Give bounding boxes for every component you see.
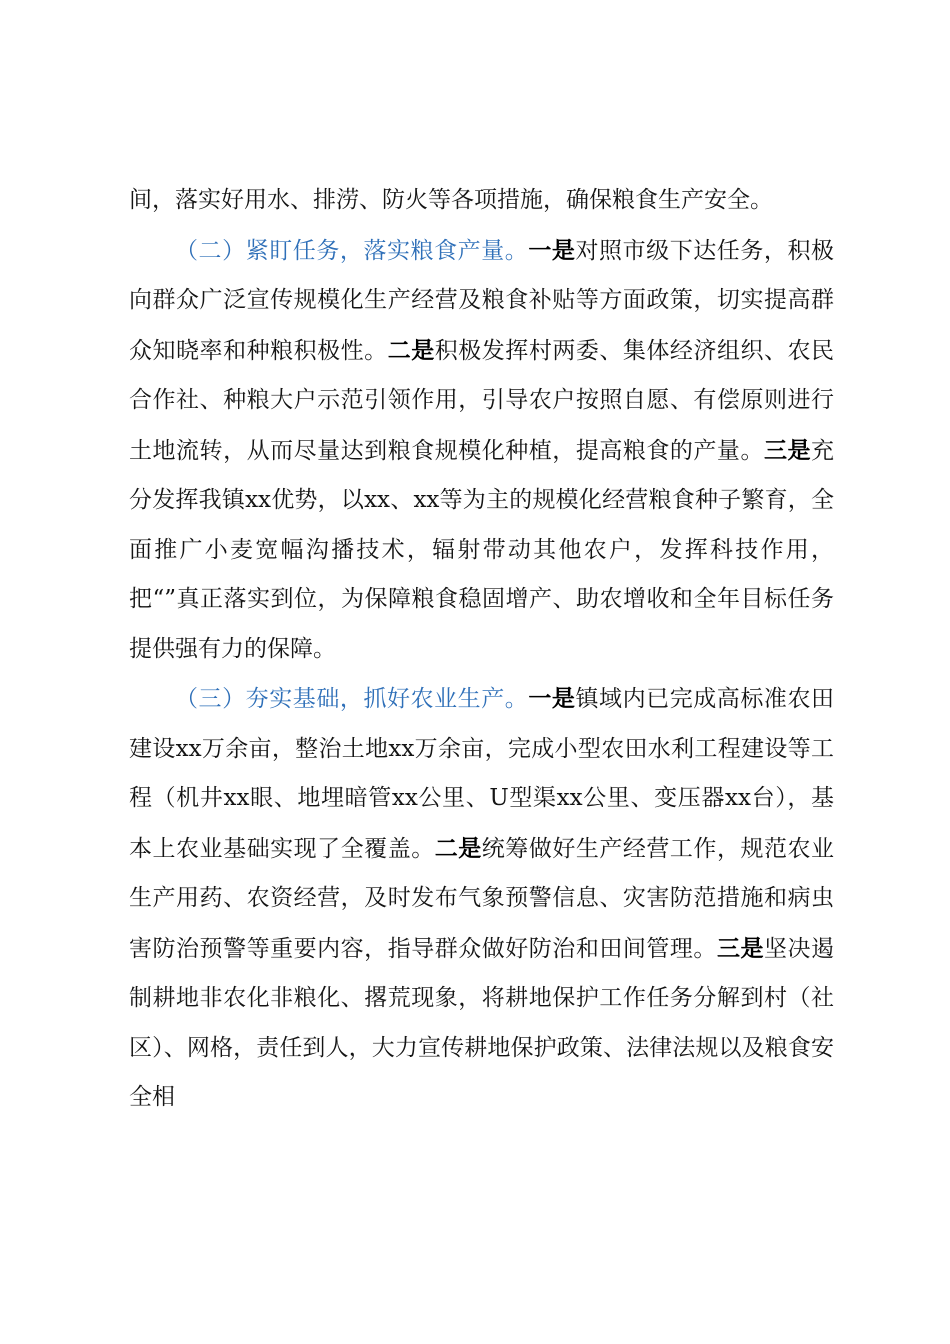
body-text: 积极发挥村两委、集体经济组织、农民合作社、种粮大户示范引领作用，引导农户按照自愿、有偿原则进行土地流转，从而尽量达到粮食规模化种植，提高粮食的产量。 — [129, 337, 835, 464]
body-text: 镇域内已完成高标准农田建设xx万余亩，整治土地xx万余亩，完成小型农田水利工程建设等工程（机井xx眼、地埋暗管xx公里、U型渠xx公里、变压器xx台），基本上农业基础实现了全覆盖。 — [129, 686, 835, 862]
paragraph-section-3 — [129, 674, 834, 1123]
section-heading: （三）夯实基础，抓好农业生产。 — [175, 686, 529, 712]
body-text: 对照市级下达任务，积极向群众广泛宣传规模化生产经营及粮食补贴等方面政策，切实提高群众知晓率和种粮积极性。 — [129, 237, 835, 364]
item-marker-2: 二是 — [434, 834, 482, 862]
body-text: 间，落实好用水、排涝、防火等各项措施，确保粮食生产安全。 — [129, 187, 773, 213]
paragraph-continuation — [129, 176, 834, 226]
paragraph-section-2 — [129, 226, 834, 675]
item-marker-1: 一是 — [528, 685, 576, 712]
body-text: 坚决遏制耕地非农化非粮化、撂荒现象，将耕地保护工作任务分解到村（社区）、网格，责任到人，大力宣传耕地保护政策、法律法规以及粮食安全相 — [129, 935, 835, 1110]
item-marker-3: 三是 — [716, 934, 764, 962]
body-text: 充分发挥我镇xx优势，以xx、xx等为主的规模化经营粮食种子繁育，全面推广小麦宽幅沟播技术，辐射带动其他农户，发挥科技作用，把“”真正落实到位，为保障粮食稳固增产、助农增收和全年目标任务提供强有力的保障。 — [129, 437, 835, 662]
body-text: 统筹做好生产经营工作，规范农业生产用药、农资经营，及时发布气象预警信息、灾害防范措施和病虫害防治预警等重要内容，指导群众做好防治和田间管理。 — [129, 835, 835, 962]
section-heading: （二）紧盯任务，落实粮食产量。 — [175, 237, 529, 264]
document-body — [129, 176, 834, 1123]
item-marker-3: 三是 — [763, 436, 812, 464]
item-marker-1: 一是 — [528, 236, 576, 264]
item-marker-2: 二是 — [387, 336, 435, 364]
